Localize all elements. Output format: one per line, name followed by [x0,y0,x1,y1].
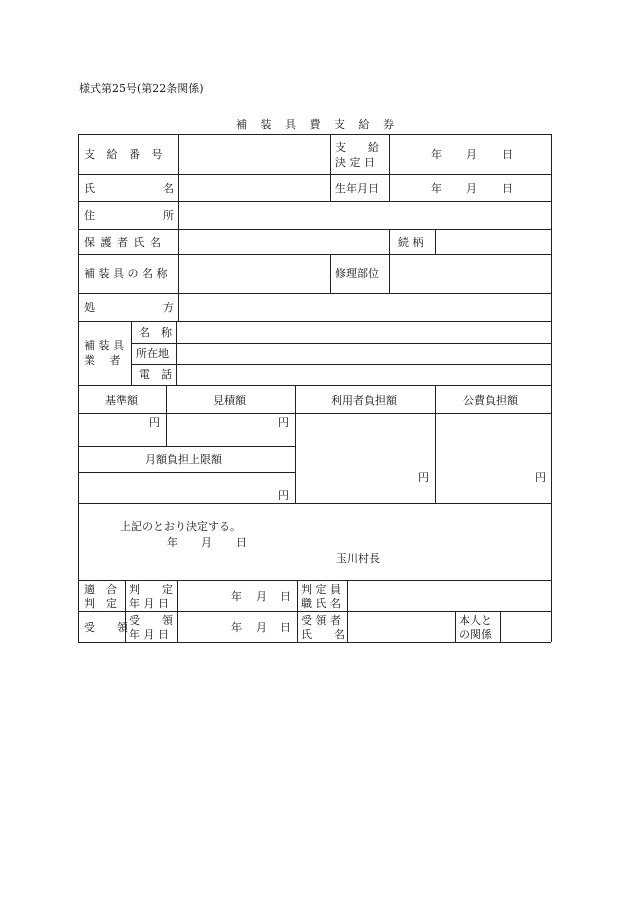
label-shikyu-kettei-1: 支 給 [335,141,379,154]
shoho-value[interactable] [178,294,551,321]
label-jusho-1: 住 [84,209,95,222]
decision-year: 年 [167,536,178,549]
grid-line [435,385,436,503]
grid-line [295,385,296,503]
label-hosougu-meisho: 補 装 具 の 名 称 [84,267,168,280]
label-gyosha-denwa: 電 話 [139,368,172,381]
grid-line [78,472,295,473]
decision-mayor: 玉川村長 [336,552,380,565]
juryo-day: 日 [280,621,291,634]
grid-line [330,134,331,201]
label-hantei-date-1: 判 定 [129,583,173,596]
grid-line [551,580,552,642]
label-gyosha-1: 補 装 具 [84,339,124,352]
label-gyosha-meisho: 名 称 [139,326,172,339]
yen-getsugaku: 円 [278,489,289,502]
jusho-value[interactable] [178,202,551,229]
label-tekigo-1: 適 合 [84,583,117,596]
grid-line [389,229,390,254]
label-gyosha-2: 業 者 [84,354,121,367]
label-juryo: 受 領 [84,621,128,634]
label-shimei-2: 名 [163,182,174,195]
decision-day: 日 [236,536,247,549]
zokugara-value[interactable] [435,230,551,254]
grid-line [78,503,79,580]
kankei-value[interactable] [500,612,551,642]
grid-line [78,385,551,386]
grid-line [78,134,79,503]
juryo-month: 月 [256,621,267,634]
hantei-month: 月 [256,590,267,603]
yen-mitsumori: 円 [278,416,289,429]
label-shoho-1: 処 [84,301,95,314]
grid-line [78,413,551,414]
label-hanteiin-2: 職 氏 名 [301,597,341,610]
label-riyousha: 利用者負担額 [331,394,397,407]
grid-line [78,611,551,612]
shuuri-bui-value[interactable] [389,255,551,293]
gyosha-shozaichi-value[interactable] [176,344,551,364]
label-shikyu-kettei-2: 決 定 日 [335,156,375,169]
hosougu-meisho-value[interactable] [178,255,330,293]
gyosha-denwa-value[interactable] [176,365,551,385]
gyosha-meisho-value[interactable] [176,322,551,343]
hantei-day: 日 [280,590,291,603]
date-day: 日 [502,148,513,161]
label-hantei-date-2: 年 月 日 [129,597,169,610]
label-juryo-date-1: 受 領 [129,614,173,627]
hanteiin-value[interactable] [347,581,551,611]
label-gyosha-shozaichi: 所在地 [136,347,169,360]
label-mitsumori: 見積額 [213,394,246,407]
label-shoho-2: 方 [163,301,174,314]
grid-line [166,385,167,446]
grid-line [78,580,79,642]
grid-line [455,611,456,642]
label-jusho-2: 所 [163,209,174,222]
decision-statement: 上記のとおり決定する。 [120,520,241,533]
date-day: 日 [502,182,513,195]
grid-line [177,580,178,642]
date-month: 月 [466,182,477,195]
label-tekigo-2: 判 定 [84,597,117,610]
date-month: 月 [466,148,477,161]
label-juryosha-1: 受 領 者 [301,614,341,627]
juryo-year: 年 [231,621,242,634]
date-year: 年 [431,182,442,195]
label-hogosha-shimei: 保 護 者 氏 名 [84,236,162,249]
hogosha-shimei-value[interactable] [178,230,389,254]
label-kijun: 基準額 [105,394,138,407]
label-juryo-date-2: 年 月 日 [129,628,169,641]
yen-riyousha: 円 [418,471,429,484]
label-shuuri-bui: 修理部位 [335,267,379,280]
label-kankei-1: 本人と [459,614,492,627]
label-juryosha-2: 氏 名 [301,628,345,641]
grid-line [551,134,552,503]
grid-line [78,642,551,643]
grid-line [131,321,132,385]
date-year: 年 [431,148,442,161]
label-kouhi: 公費負担額 [463,394,518,407]
grid-line [78,503,551,504]
juryosha-value[interactable] [347,612,455,642]
form-title: 補 装 具 費 支 給 券 [236,118,399,131]
label-zokugara: 続 柄 [398,236,424,249]
grid-line [551,503,552,580]
label-getsugaku: 月額負担上限額 [145,453,222,466]
decision-month: 月 [201,536,212,549]
label-shimei-1: 氏 [84,182,95,195]
grid-line [330,254,331,293]
grid-line [297,580,298,642]
grid-line [389,134,390,201]
label-hanteiin-1: 判 定 員 [301,583,341,596]
yen-kijun: 円 [149,416,160,429]
label-kankei-2: の関係 [459,628,492,641]
shimei-value[interactable] [178,175,330,201]
grid-line [78,446,295,447]
yen-kouhi: 円 [535,471,546,484]
label-shikyu-bango: 支 給 番 号 [84,148,167,161]
shikyu-bango-value[interactable] [178,135,330,174]
form-number: 様式第25号(第22条関係) [79,82,204,95]
label-seinengappi: 生年月日 [335,182,379,195]
hantei-year: 年 [231,590,242,603]
